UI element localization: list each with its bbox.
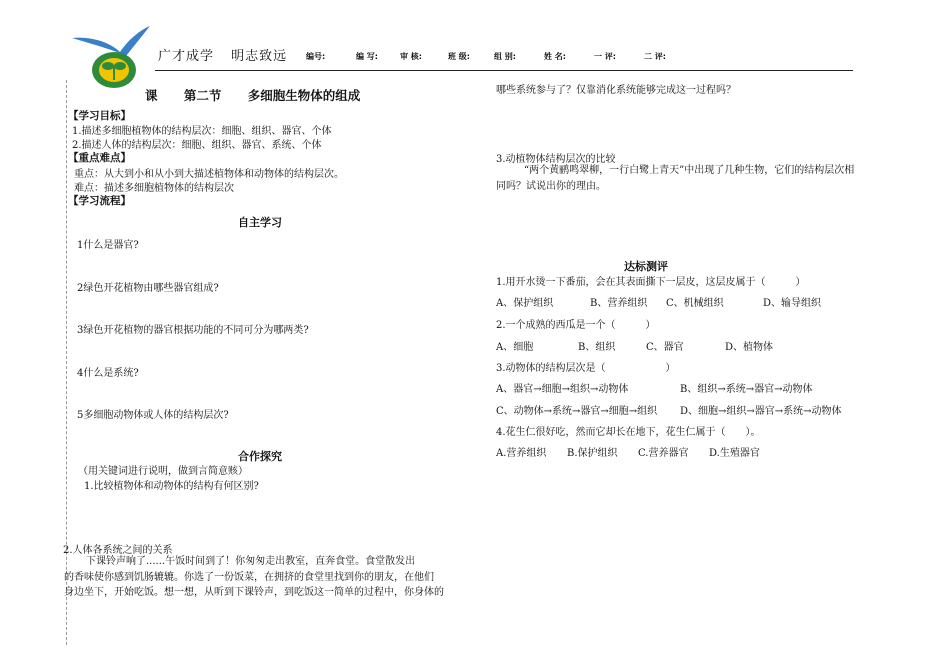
self-study-q2: 2绿色开花植物由哪些器官组成?: [77, 283, 219, 294]
field-number: 编号:: [306, 52, 326, 61]
test-q2-option-b: B、组织: [578, 342, 616, 353]
test-q2-option-d: D、植物体: [725, 342, 774, 353]
field-class: 班 级:: [448, 52, 470, 61]
lesson-section: 第二节: [183, 88, 222, 103]
keypoints-heading: 【重点难点】: [68, 152, 131, 164]
cooperation-q3-title: 3.动植物体结构层次的比较: [496, 154, 616, 165]
q2-line-2: 的香味使你感到饥肠辘辘。你选了一份饭菜，在拥挤的食堂里找到你的朋友，在他们: [64, 571, 434, 583]
lesson-name: 多细胞生物体的组成: [247, 88, 361, 103]
lesson-title: [145, 86, 382, 104]
process-heading: 【学习流程】: [68, 195, 131, 207]
test-q3-option-c: C、动物体→系统→器官→细胞→组织: [496, 406, 658, 417]
test-q2-option-c: C、器官: [646, 342, 684, 353]
test-q3-option-a: A、器官→细胞→组织→动物体: [496, 384, 629, 395]
test-q2-option-a: A、细胞: [496, 342, 534, 353]
test-q1-option-d: D、输导组织: [763, 298, 822, 309]
test-q1-option-b: B、营养组织: [590, 298, 648, 309]
test-heading: 达标测评: [624, 260, 668, 273]
q3-line-1: “两个黄鹂鸣翠柳，一行白鹭上青天”中出现了几种生物，它们的结构层次相: [524, 165, 855, 176]
school-logo-icon: [70, 22, 152, 92]
q3-line-2: 同吗？试说出你的理由。: [496, 180, 606, 192]
self-study-q3: 3绿色开花植物的器官根据功能的不同可分为哪两类?: [77, 325, 309, 336]
cooperation-q2-text: [64, 554, 464, 601]
test-q3-option-d: D、细胞→组织→器官→系统→动物体: [680, 406, 842, 417]
self-study-q4: 4什么是系统?: [77, 368, 139, 379]
difficult-point: 难点：描述多细胞植物体的结构层次: [74, 183, 234, 194]
goal-item-1: 1.描述多细胞植物体的结构层次：细胞、组织、器官、个体: [72, 126, 332, 137]
key-point: 重点：从大到小和从小到大描述植物体和动物体的结构层次。: [74, 169, 344, 180]
field-eval-1: 一 评:: [594, 52, 616, 61]
self-study-q1: 1什么是器官?: [77, 240, 139, 251]
test-q1: 1.用开水烫一下番茄，会在其表面撕下一层皮，这层皮属于（ ）: [496, 277, 806, 288]
test-q1-option-c: C、机械组织: [666, 298, 724, 309]
field-reviewer: 审 核:: [400, 52, 422, 61]
test-q4: 4.花生仁很好吃，然而它却长在地下，花生仁属于（ ）。: [496, 427, 761, 438]
test-q4-option-b: B.保护组织: [567, 448, 618, 459]
slogan-part-2: 明志致远: [231, 49, 288, 64]
goals-heading: 【学习目标】: [68, 110, 131, 122]
test-q3-option-b: B、组织→系统→器官→动物体: [680, 384, 813, 395]
lesson-prefix: 课: [145, 88, 158, 103]
field-group: 组 别:: [494, 52, 516, 61]
test-q4-option-d: D.生殖器官: [709, 448, 760, 459]
test-q1-option-a: A、保护组织: [496, 298, 554, 309]
q2-line-3: 身边坐下，开始吃饭。想一想，从听到下课铃声，到吃饭这一简单的过程中，你身体的: [64, 587, 444, 598]
header-divider: [155, 70, 853, 71]
cooperation-note: （用关键词进行说明，做到言简意赅）: [78, 466, 248, 477]
goal-item-2: 2.描述人体的结构层次：细胞、组织、器官、系统、个体: [72, 140, 322, 151]
test-q4-option-c: C.营养器官: [638, 448, 689, 459]
field-name: 姓 名:: [544, 52, 566, 61]
test-q3: 3.动物体的结构层次是（ ）: [496, 363, 676, 374]
test-q4-option-a: A.营养组织: [496, 448, 547, 459]
cooperation-q2-title: 2.人体各系统之间的关系: [63, 545, 173, 556]
q2-line-1: 下课铃声响了......午饭时间到了！你匆匆走出教室，直奔食堂。食堂散发出: [86, 556, 416, 567]
cooperation-q3-text: [496, 163, 916, 194]
cooperation-heading: 合作探究: [238, 450, 282, 463]
cooperation-q2-continued: 哪些系统参与了？仅靠消化系统能够完成这一过程吗？: [496, 85, 736, 96]
school-slogan: [158, 45, 299, 64]
field-author: 编 写:: [356, 52, 378, 61]
self-study-heading: 自主学习: [238, 216, 282, 229]
field-eval-2: 二 评:: [644, 52, 666, 61]
test-q2: 2.一个成熟的西瓜是一个（ ）: [496, 320, 656, 331]
cooperation-q1: 1.比较植物体和动物体的结构有何区别?: [84, 481, 259, 492]
self-study-q5: 5多细胞动物体或人体的结构层次?: [77, 410, 229, 421]
slogan-part-1: 广才成学: [158, 49, 215, 64]
